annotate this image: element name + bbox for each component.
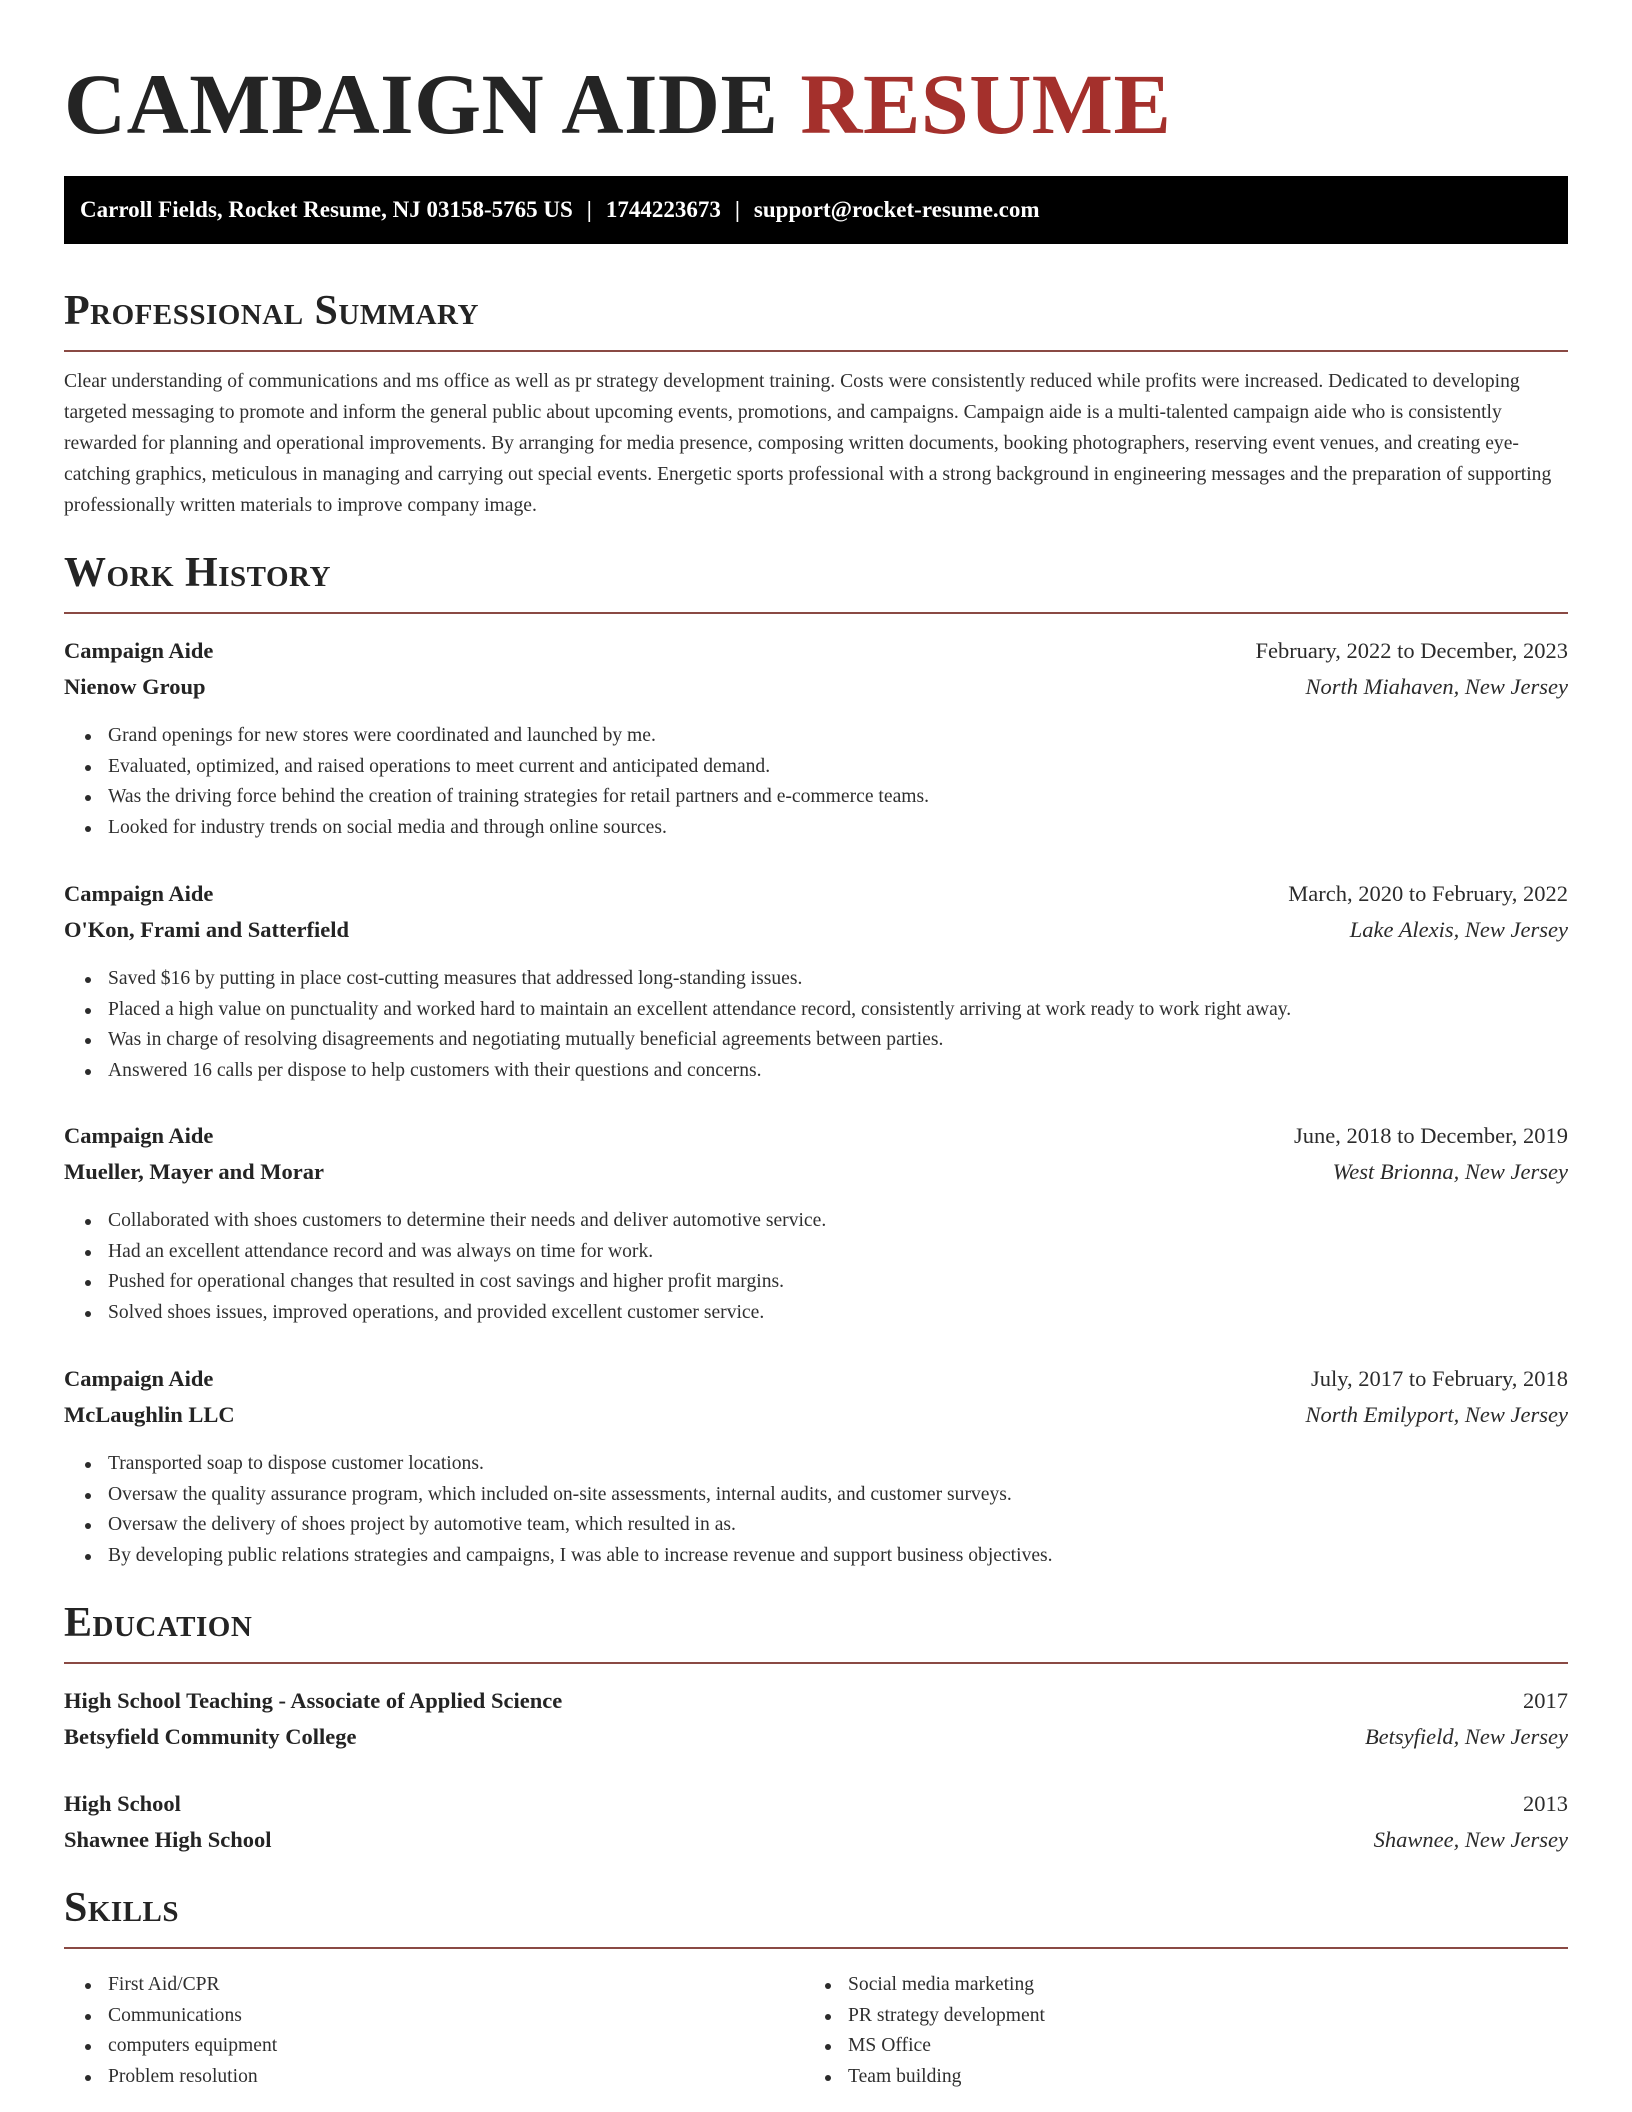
skill-item: First Aid/CPR <box>108 1970 277 2001</box>
contact-separator: | <box>734 197 740 222</box>
job-company-row <box>64 912 1568 948</box>
list-item: Looked for industry trends on social media and through online sources. <box>108 813 929 844</box>
resume-title <box>64 54 1171 154</box>
skill-item: computers equipment <box>108 2031 277 2062</box>
job-dates: July, 2017 to February, 2018 <box>1310 1366 1568 1391</box>
skill-item: Social media marketing <box>848 1970 1045 2001</box>
job-dates: March, 2020 to February, 2022 <box>1288 881 1568 906</box>
section-heading-work-history: Work History <box>64 548 1568 614</box>
education-school-row <box>64 1719 1568 1755</box>
education-degree: High School <box>64 1791 181 1816</box>
list-item: Placed a high value on punctuality and worked hard to maintain an excellent attendance record, consistently arriving at work ready to work right away. <box>108 995 1291 1026</box>
job-bullets <box>64 721 929 843</box>
job-header <box>64 633 1568 669</box>
skills-list-left <box>64 1970 277 2092</box>
skills-list-right <box>804 1970 1045 2092</box>
education-header <box>64 1786 1568 1822</box>
job-bullets <box>64 1206 826 1328</box>
job-header <box>64 1361 1568 1397</box>
job-title: Campaign Aide <box>64 638 214 663</box>
list-item: Pushed for operational changes that resulted in cost savings and higher profit margins. <box>108 1267 826 1298</box>
education-year: 2017 <box>1523 1688 1568 1713</box>
job-company-row <box>64 669 1568 705</box>
section-heading-summary: Professional Summary <box>64 286 1568 352</box>
job-title: Campaign Aide <box>64 1366 214 1391</box>
job-bullets <box>64 1449 1053 1571</box>
list-item: Saved $16 by putting in place cost-cutting measures that addressed long-standing issues. <box>108 964 1291 995</box>
education-degree: High School Teaching - Associate of Applied Science <box>64 1688 563 1713</box>
list-item: Oversaw the delivery of shoes project by automotive team, which resulted in as. <box>108 1510 1053 1541</box>
education-year: 2013 <box>1523 1791 1568 1816</box>
job-dates: February, 2022 to December, 2023 <box>1255 638 1568 663</box>
list-item: By developing public relations strategies and campaigns, I was able to increase revenue and support business objectives. <box>108 1541 1053 1572</box>
list-item: Grand openings for new stores were coordinated and launched by me. <box>108 721 929 752</box>
list-item: Was in charge of resolving disagreements and negotiating mutually beneficial agreements between parties. <box>108 1025 1291 1056</box>
skill-item: Communications <box>108 2001 277 2032</box>
job-location: West Brionna, New Jersey <box>1332 1159 1568 1184</box>
job-header <box>64 1118 1568 1154</box>
list-item: Transported soap to dispose customer locations. <box>108 1449 1053 1480</box>
contact-phone: 1744223673 <box>605 197 721 222</box>
education-location: Shawnee, New Jersey <box>1373 1827 1568 1852</box>
job-company-row <box>64 1397 1568 1433</box>
contact-separator: | <box>586 197 592 222</box>
education-header <box>64 1683 1568 1719</box>
list-item: Had an excellent attendance record and was always on time for work. <box>108 1237 826 1268</box>
skill-item: PR strategy development <box>848 2001 1045 2032</box>
job-title: Campaign Aide <box>64 881 214 906</box>
job-company: Mueller, Mayer and Morar <box>64 1159 324 1184</box>
job-header <box>64 876 1568 912</box>
job-bullets <box>64 964 1291 1086</box>
job-location: North Emilyport, New Jersey <box>1305 1402 1568 1427</box>
contact-address: Carroll Fields, Rocket Resume, NJ 03158-5765 US <box>80 197 573 222</box>
job-location: North Miahaven, New Jersey <box>1305 674 1568 699</box>
section-heading-education: Education <box>64 1598 1568 1664</box>
job-location: Lake Alexis, New Jersey <box>1349 917 1568 942</box>
job-company: McLaughlin LLC <box>64 1402 235 1427</box>
job-company-row <box>64 1154 1568 1190</box>
job-title: Campaign Aide <box>64 1123 214 1148</box>
job-company: Nienow Group <box>64 674 206 699</box>
section-heading-skills: Skills <box>64 1883 1568 1949</box>
job-company: O'Kon, Frami and Satterfield <box>64 917 349 942</box>
skill-item: Team building <box>848 2062 1045 2093</box>
list-item: Was the driving force behind the creation of training strategies for retail partners and e-commerce teams. <box>108 782 929 813</box>
list-item: Evaluated, optimized, and raised operations to meet current and anticipated demand. <box>108 752 929 783</box>
list-item: Oversaw the quality assurance program, which included on-site assessments, internal audits, and customer surveys. <box>108 1480 1053 1511</box>
list-item: Answered 16 calls per dispose to help customers with their questions and concerns. <box>108 1056 1291 1087</box>
skill-item: MS Office <box>848 2031 1045 2062</box>
education-location: Betsyfield, New Jersey <box>1364 1724 1568 1749</box>
contact-email: support@rocket-resume.com <box>753 197 1040 222</box>
title-accent: RESUME <box>800 56 1172 152</box>
summary-text: Clear understanding of communications and ms office as well as pr strategy development training. Costs were consistently reduced while profits were increased. Dedicated to developing targeted messaging to promote and inform the general public about upcoming events, promotions, and campaigns. Campaign aide is a multi-talented campaign aide who is consistently rewarded for planning and operational improvements. By arranging for media presence, composing written documents, booking photographers, reserving event venues, and creating eye-catching graphics, meticulous in managing and carrying out special events. Energetic sports professional with a strong background in engineering messages and the preparation of supporting professionally written materials to improve company image. <box>64 371 1552 516</box>
list-item: Collaborated with shoes customers to determine their needs and deliver automotive service. <box>108 1206 826 1237</box>
title-main: CAMPAIGN AIDE <box>64 56 779 152</box>
education-school-row <box>64 1822 1568 1858</box>
skill-item: Problem resolution <box>108 2062 277 2093</box>
education-school: Betsyfield Community College <box>64 1724 357 1749</box>
list-item: Solved shoes issues, improved operations, and provided excellent customer service. <box>108 1298 826 1329</box>
job-dates: June, 2018 to December, 2019 <box>1293 1123 1568 1148</box>
contact-bar <box>64 176 1568 244</box>
education-school: Shawnee High School <box>64 1827 272 1852</box>
